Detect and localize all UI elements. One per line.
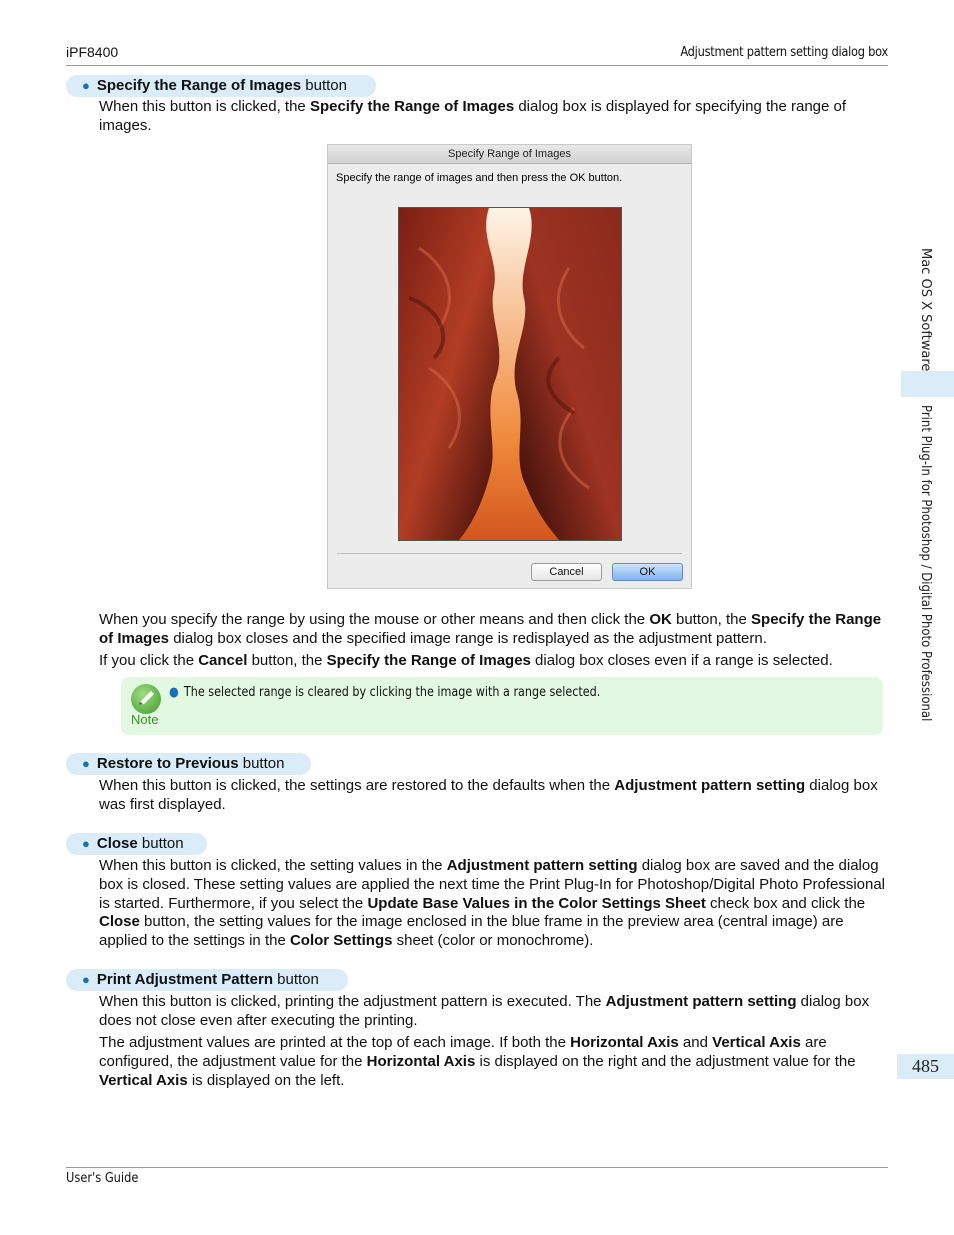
bullet-dot-icon: ●: [82, 756, 90, 771]
text-run: button, the setting values for the image enclosed in the blue frame in the preview area (central image) are applied to the settings in the: [99, 913, 844, 950]
note-text: ● The selected range is cleared by clicking the image with a range selected.: [169, 685, 601, 700]
text-run: The adjustment values are printed at the top of each image. If both the: [99, 1034, 571, 1051]
canyon-photo[interactable]: [398, 207, 622, 541]
dialog-instruction: Specify the range of images and then press the OK button.: [336, 172, 623, 184]
text-run: When this button is clicked, the settings are restored to the defaults when the: [99, 777, 615, 794]
text-run: is displayed on the left.: [187, 1071, 345, 1089]
bold-term: Close: [99, 913, 140, 931]
text-run: check box and click the: [705, 894, 866, 912]
pencil-note-icon: [131, 684, 161, 714]
header-section-title: Adjustment pattern setting dialog box: [680, 45, 888, 60]
text-run: When you specify the range by using the mouse or other means and then click the: [99, 611, 650, 628]
bold-term: Specify the Range of Images: [326, 652, 531, 669]
header-divider: [66, 65, 888, 66]
bold-term: Adjustment pattern setting: [446, 857, 638, 874]
specify-range-paragraph-1: [99, 98, 889, 136]
print-adjustment-paragraph-2: [99, 1034, 889, 1090]
note-box: [121, 677, 883, 735]
dialog-separator: [337, 553, 682, 554]
text-run: dialog box closes even if a range is selected.: [530, 652, 833, 669]
bold-term: OK: [649, 611, 672, 628]
text-run: When this button is clicked, printing the adjustment pattern is executed. The: [99, 993, 606, 1010]
bold-term: Vertical Axis: [99, 1071, 188, 1089]
page-number: 485: [897, 1054, 954, 1079]
bold-term: Specify the Range of Images: [99, 611, 882, 647]
restore-previous-paragraph: [99, 777, 889, 815]
bold-term: Adjustment pattern setting: [605, 993, 797, 1010]
bold-term: Update Base Values in the Color Settings Sheet: [367, 894, 706, 912]
bullet-specify-range-rest: button: [301, 77, 347, 94]
bold-term: Color Settings: [289, 932, 393, 950]
text-run: dialog box does not close even after executing the printing.: [99, 993, 870, 1029]
footer-guide-title: User's Guide: [66, 1171, 139, 1186]
text-run: dialog box are saved and the dialog box is closed. These setting values are applied the next time the Print Plug-In for Photoshop/Digital Photo Professional is started. Furthermore, if you select the: [99, 857, 886, 912]
side-tab-marker: [901, 371, 954, 397]
bold-term: Horizontal Axis: [366, 1052, 476, 1070]
text-run: button, the: [671, 611, 752, 628]
bold-term: Cancel: [198, 652, 248, 669]
canyon-image-icon: [399, 208, 621, 540]
specify-range-paragraph-3: [99, 652, 889, 671]
bullet-print-adjustment-rest: button: [273, 971, 319, 988]
dialog-ok-button[interactable]: OK: [612, 563, 683, 581]
bullet-restore-previous-bold: Restore to Previous: [96, 755, 239, 772]
footer-divider: [66, 1167, 888, 1168]
text-run: dialog box was first displayed.: [99, 777, 878, 813]
text-run: and: [678, 1034, 713, 1051]
side-tab-category-text: Mac OS X Software: [918, 248, 933, 372]
dialog-title: Specify Range of Images: [328, 145, 691, 164]
bullet-restore-previous: [66, 753, 311, 775]
text-run: dialog box is displayed for specifying the range of images.: [99, 98, 847, 134]
bullet-dot-icon: ●: [82, 78, 90, 93]
bullet-dot-icon: ●: [82, 972, 90, 987]
text-run: is displayed on the right and the adjustment value for the: [475, 1052, 856, 1070]
bullet-specify-range-bold: Specify the Range of Images: [96, 77, 302, 94]
dialog-cancel-button[interactable]: Cancel: [531, 563, 602, 581]
text-run: sheet (color or monochrome).: [392, 932, 594, 950]
side-tab-chapter-text: Print Plug-In for Photoshop / Digital Photo Professional: [918, 405, 933, 722]
close-paragraph: [99, 857, 889, 951]
note-text-content: The selected range is cleared by clicking the image with a range selected.: [183, 685, 601, 700]
text-run: When this button is clicked, the setting values in the: [99, 857, 447, 874]
bold-term: Vertical Axis: [712, 1034, 801, 1051]
bullet-close-bold: Close: [96, 835, 138, 852]
side-tab-chapter: [918, 405, 938, 730]
bullet-close: [66, 833, 207, 855]
text-run: If you click the: [99, 652, 199, 669]
bold-term: Specify the Range of Images: [309, 98, 515, 115]
bullet-print-adjustment-bold: Print Adjustment Pattern: [96, 971, 273, 988]
text-run: dialog box closes and the specified image range is redisplayed as the adjustment pattern.: [169, 629, 767, 647]
text-run: are configured, the adjustment value for the: [99, 1034, 827, 1070]
header-product: iPF8400: [66, 44, 119, 60]
bullet-specify-range: [66, 75, 376, 97]
side-tab-category: [918, 248, 938, 372]
bullet-restore-previous-rest: button: [238, 755, 285, 772]
bullet-dot-icon: ●: [82, 836, 90, 851]
text-run: button, the: [247, 652, 327, 669]
bullet-close-rest: button: [137, 835, 184, 852]
note-label: Note: [131, 712, 159, 727]
specify-range-dialog: [327, 144, 692, 589]
print-adjustment-paragraph-1: [99, 993, 889, 1031]
bold-term: Adjustment pattern setting: [614, 777, 806, 794]
bullet-print-adjustment: [66, 969, 348, 991]
text-run: When this button is clicked, the: [99, 98, 310, 115]
specify-range-paragraph-2: [99, 611, 889, 649]
bold-term: Horizontal Axis: [570, 1034, 679, 1051]
